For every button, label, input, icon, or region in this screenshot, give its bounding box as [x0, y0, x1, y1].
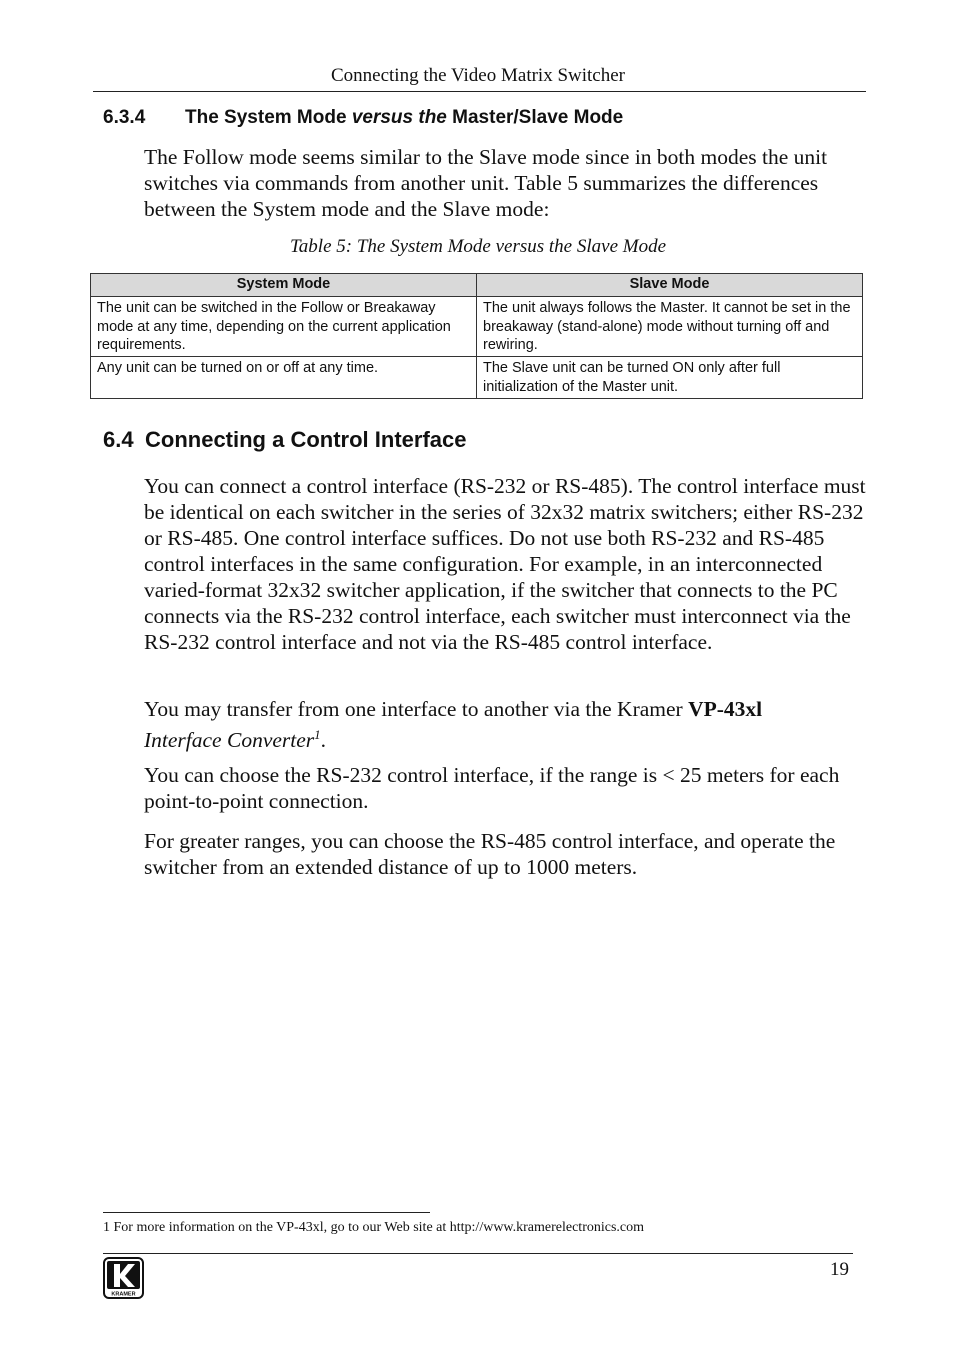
- intro-paragraph: The Follow mode seems similar to the Slave mode since in both modes the unit switches via commands from another unit. Table 5 summarizes the differences between the System mode and the Slave mode:: [144, 145, 828, 221]
- control-interface-paragraph: You can connect a control interface (RS-232 or RS-485). The control interface must be identical on each switcher in the series of 32x32 matrix switchers; either RS-232 or RS-485. One control interface suffices. Do not use both RS-232 and RS-485 control interfaces in the same configuration. For example, in an interconnected varied-format 32x32 switcher application, if the switcher that connects to the PC connects via the RS-232 control interface, each switcher must interconnect via the RS-232 control interface and not via the RS-485 control interface.: [144, 474, 866, 654]
- heading-text-post: Master/Slave Mode: [446, 107, 624, 128]
- rs232-paragraph: You can choose the RS-232 control interface, if the range is < 25 meters for each point-to-point connection.: [144, 763, 840, 813]
- table-header-row: [91, 274, 863, 297]
- column-header-system-mode: System Mode: [91, 274, 477, 297]
- table-caption: Table 5: The System Mode versus the Slave Mode: [289, 236, 667, 257]
- running-header: Connecting the Video Matrix Switcher: [330, 65, 625, 86]
- footnote: 1 For more information on the VP-43xl, go to our Web site at http://www.kramerelectronics.com: [103, 1220, 645, 1235]
- product-description: [144, 722, 866, 753]
- heading-text: Connecting a Control Interface: [145, 427, 467, 452]
- rs485-paragraph: For greater ranges, you can choose the RS-485 control interface, and operate the switcher from an extended distance of up to 1000 meters.: [144, 829, 836, 879]
- heading-text-pre: The System Mode: [185, 107, 352, 128]
- table-cell: Any unit can be turned on or off at any time.: [91, 357, 477, 399]
- heading-text-italic: versus the: [351, 107, 447, 128]
- table-row: [91, 297, 863, 357]
- footer-rule: [103, 1253, 853, 1254]
- page-number: 19: [830, 1259, 849, 1280]
- kramer-logo-icon: [103, 1257, 144, 1299]
- footnote-marker: 1: [314, 727, 321, 742]
- table-row: [91, 357, 863, 399]
- product-description-text: Interface Converter: [144, 728, 315, 753]
- table-cell: The unit can be switched in the Follow or Breakaway mode at any time, depending on the current application requirements.: [91, 297, 477, 357]
- text-run: .: [320, 728, 327, 753]
- header-rule: [93, 91, 866, 92]
- system-vs-slave-table: [90, 273, 863, 399]
- text-run: You may transfer from one interface to another via the Kramer: [144, 697, 689, 721]
- converter-paragraph: [144, 696, 866, 753]
- column-header-slave-mode: Slave Mode: [477, 274, 863, 297]
- table-cell: The unit always follows the Master. It cannot be set in the breakaway (stand-alone) mode without turning off and rewiring.: [477, 297, 863, 357]
- section-number: 6.4: [103, 427, 134, 452]
- section-6-4-heading: [103, 426, 466, 454]
- product-name: VP-43xl: [688, 697, 763, 721]
- section-number: 6.3.4: [103, 107, 146, 128]
- footnote-rule: [103, 1212, 430, 1213]
- section-6-3-4-heading: [103, 106, 623, 130]
- table-cell: The Slave unit can be turned ON only after full initialization of the Master unit.: [477, 357, 863, 399]
- logo-text: KRAMER: [111, 1291, 136, 1298]
